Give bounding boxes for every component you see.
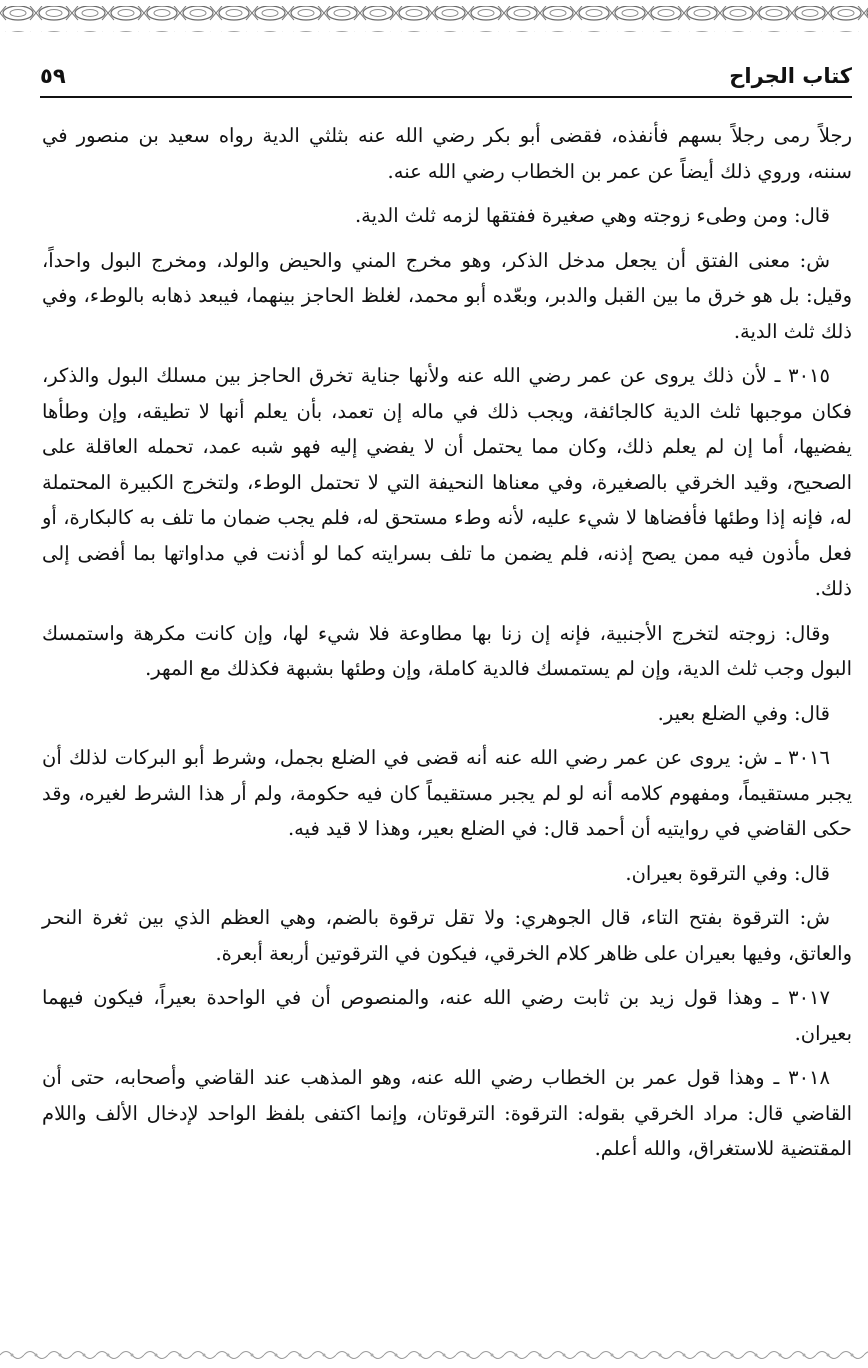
- paragraph-3016: ٣٠١٦ ـ ش: يروى عن عمر رضي الله عنه أنه قضى في الضلع بجمل، وشرط أبو البركات لذلك أن يجبر مستقيماً، ومفهوم كلامه أنه لو لم يجبر مستقيماً كان فيه حكومة، ولم أر هذا الشرط لغيره، وقد حكى القاضي في روايتيه أن أحمد قال: في الضلع بعير، وهذا لا قيد فيه.: [42, 746, 852, 840]
- top-ornamental-border: [0, 0, 868, 40]
- paragraph-qala-fatq: قال: ومن وطىء زوجته وهي صغيرة ففتقها لزمه ثلث الدية.: [354, 204, 830, 227]
- paragraph-3017: ٣٠١٧ ـ وهذا قول زيد بن ثابت رضي الله عنه، والمنصوص أن في الواحدة بعيراً، فيكون فيهما بعيران.: [42, 986, 852, 1045]
- paragraph-sharh-fatq: ش: معنى الفتق أن يجعل مدخل الذكر، وهو مخرج المني والحيض والولد، ومخرج البول واحداً، وقيل: بل هو خرق ما بين القبل والدبر، وبعّده أبو محمد، لغلظ الحاجز بينهما، فيبعد ذهابه بالوطء، وفي ذلك ثلث الدية.: [42, 248, 852, 343]
- book-title: كتاب الجراح: [729, 64, 852, 88]
- paragraph-3015: ٣٠١٥ ـ لأن ذلك يروى عن عمر رضي الله عنه ولأنها جناية تخرق الحاجز بين مسلك البول والذكر، فكان موجبها ثلث الدية كالجائفة، ويجب ذلك في ماله إن تعمد، بأن يعلم أنها لا تطيقه، وإن وطأها يفضيها، أما إن لم يعلم ذلك، وكان مما يحتمل أن لا يفضي إليه فهو شبه عمد، تحمله العاقلة على الصحيح، وقيد الخرقي بالصغيرة، وفي معناها النحيفة التي لا تحتمل الوطء، ولتخرج الكبيرة المحتملة له، فإنه إذا وطئها فأفضاها لا شيء عليه، لأنه وطء مستحق له، فلم يجب ضمان ما تلف به كالبكارة، أو فعل مأذون فيه ممن يصح إذنه، فلم يضمن ما تلف بسرايته كما لو أذنت في مداواتها بما أفضى إلى ذلك.: [42, 364, 852, 600]
- page-header: [40, 62, 852, 98]
- paragraph-zawjatuhu: وقال: زوجته لتخرج الأجنبية، فإنه إن زنا بها مطاوعة فلا شيء لها، وإن كانت مكرهة واستمسك البول وجب ثلث الدية، وإن لم يستمسك فالدية كاملة، وإن وطئها بشبهة فكذلك مع المهر.: [42, 621, 852, 680]
- bottom-ornamental-border: [0, 1348, 868, 1368]
- page-body: [42, 118, 852, 1176]
- paragraph-qala-tarquwa: قال: وفي الترقوة بعيران.: [625, 861, 830, 885]
- paragraph-3018: ٣٠١٨ ـ وهذا قول عمر بن الخطاب رضي الله عنه، وهو المذهب عند القاضي وأصحابه، حتى أن القاضي قال: مراد الخرقي بقوله: الترقوة: الترقوتان، وإنما اكتفى بلفظ الواحد لإدخال الألف واللام المقتضية للاستغراق، والله أعلم.: [42, 1066, 852, 1160]
- paragraph-sharh-tarquwa: ش: الترقوة بفتح التاء، قال الجوهري: ولا تقل ترقوة بالضم، وهي العظم الذي بين ثغرة النحر والعاتق، وفيها بعيران على ظاهر كلام الخرقي، فيكون في الترقوتين أربعة أبعرة.: [42, 906, 852, 965]
- paragraph-hadith-continuation: رجلاً رمى رجلاً بسهم فأنفذه، فقضى أبو بكر رضي الله عنه بثلثي الدية رواه سعيد بن منصور في سننه، وروي ذلك أيضاً عن عمر بن الخطاب رضي الله عنه.: [42, 124, 852, 183]
- paragraph-qala-dil: قال: وفي الضلع بعير.: [657, 701, 830, 725]
- page-number: ٥٩: [40, 64, 66, 88]
